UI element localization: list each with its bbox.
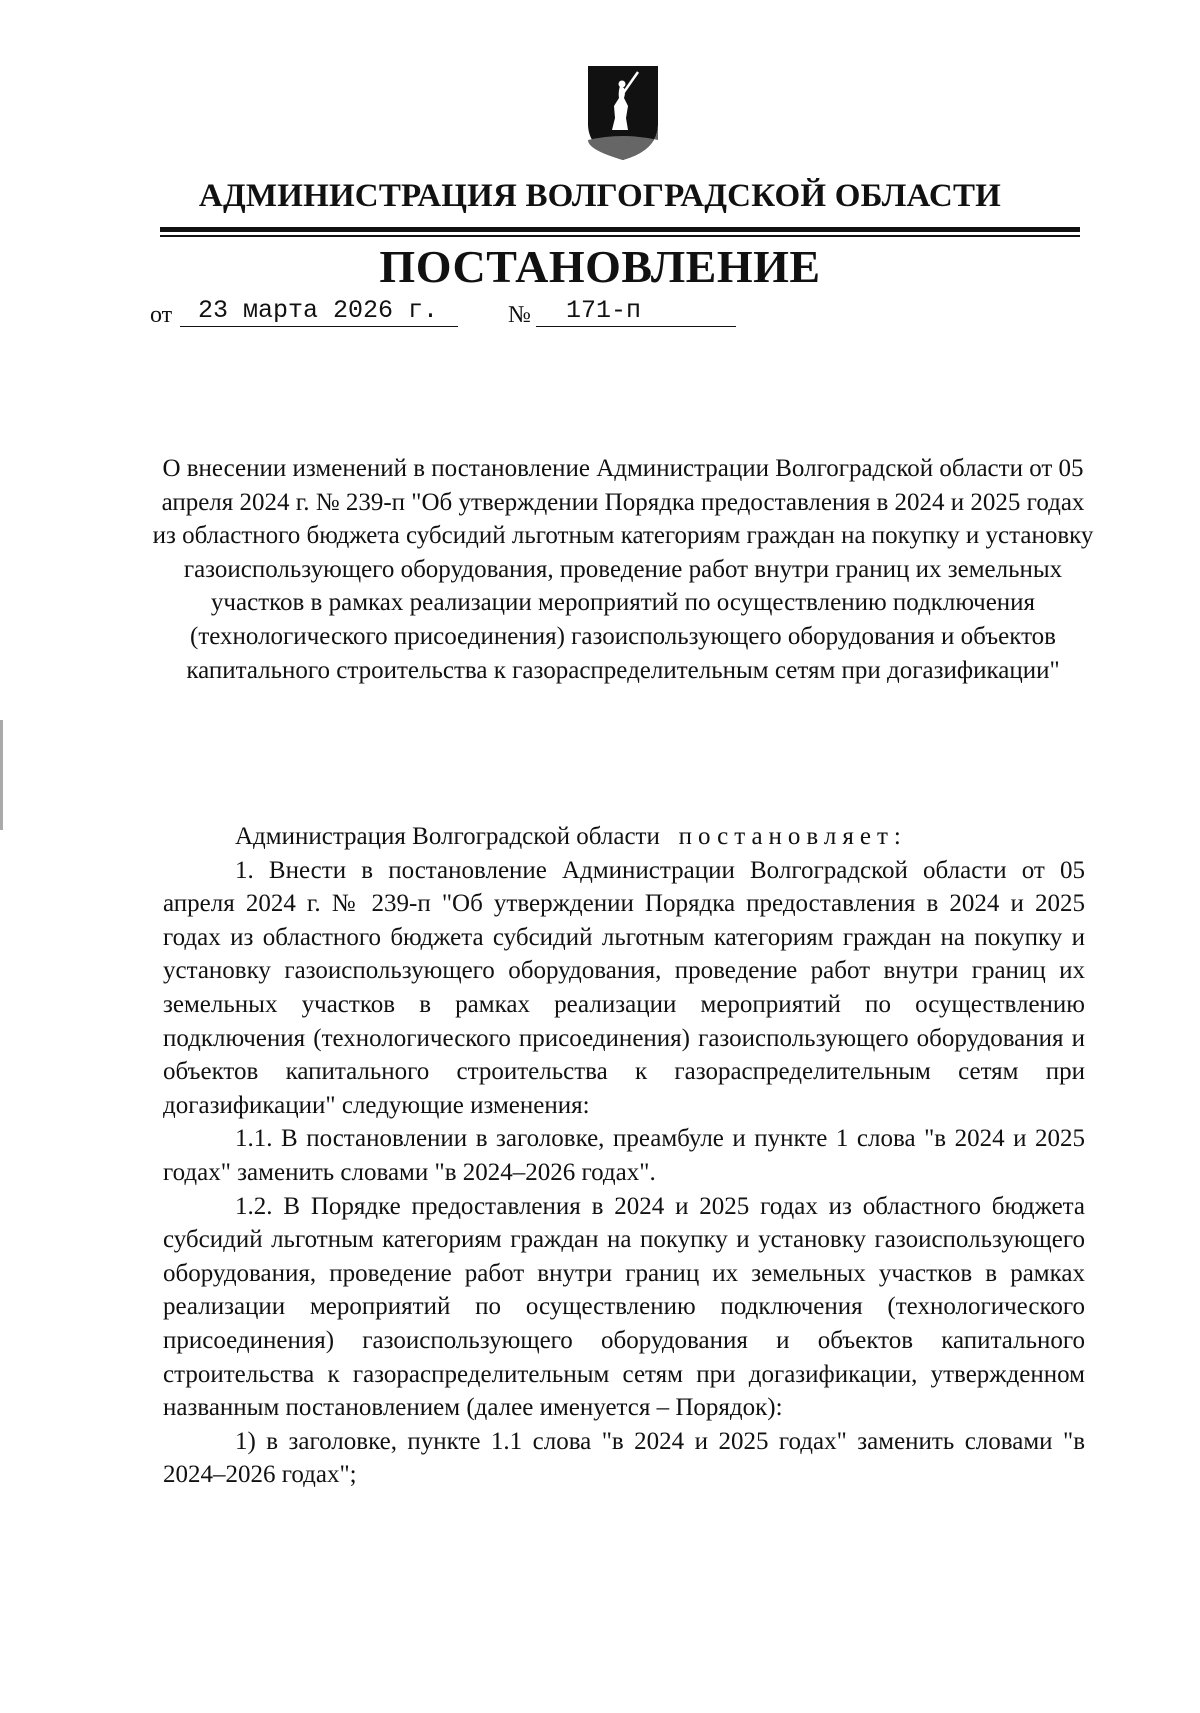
item-1-1: 1.1. В постановлении в заголовке, преамбуле и пункте 1 слова "в 2024 и 2025 годах" заменить словами "в 2024–2026 годах". (163, 1125, 1085, 1186)
number-label: № (508, 302, 531, 328)
date-number-line (0, 294, 1200, 334)
document-body (163, 820, 1085, 1492)
document-type: ПОСТАНОВЛЕНИЕ (379, 241, 821, 292)
preamble-lead: Администрация Волгоградской области (235, 823, 660, 850)
header-rule-thick (160, 227, 1080, 232)
preamble-verb: постановляет: (678, 823, 907, 850)
date-value: 23 марта 2026 г. (198, 296, 439, 325)
document-subject: О внесении изменений в постановление Администрации Волгоградской области от 05 апреля 2024 г. № 239-п "Об утверждении Порядка предоставления в 2024 и 2025 годах из областного бюджета субсидий льготным категориям граждан на покупку и установку газоиспользующего оборудования, проведение работ внутри границ их земельных участков в рамках реализации мероприятий по осуществлению подключения (технологического присоединения) газоиспользующего оборудования и объектов капитального строительства к газораспределительным сетям при догазификации" (152, 455, 1094, 684)
scan-edge-mark (0, 720, 3, 830)
organization-title: АДМИНИСТРАЦИЯ ВОЛГОГРАДСКОЙ ОБЛАСТИ (198, 178, 1002, 214)
number-field (536, 296, 736, 327)
header-rule-thin (160, 235, 1080, 237)
item-1: 1. Внести в постановление Администрации Волгоградской области от 05 апреля 2024 г. № 239-п "Об утверждении Порядка предоставления в 2024 и 2025 годах из областного бюджета субсидий льготным категориям граждан на покупку и установку газоиспользующего оборудования, проведение работ внутри границ их земельных участков в рамках реализации мероприятий по осуществлению подключения (технологического присоединения) газоиспользующего оборудования и объектов капитального строительства к газораспределительным сетям при догазификации" следующие изменения: (163, 856, 1085, 1119)
number-value: 171-п (566, 296, 642, 325)
date-label: от (150, 302, 173, 328)
volgograd-emblem-icon (584, 62, 662, 162)
item-1-2: 1.2. В Порядке предоставления в 2024 и 2025 годах из областного бюджета субсидий льготным категориям граждан на покупку и установку газоиспользующего оборудования, проведение работ внутри границ их земельных участков в рамках реализации мероприятий по осуществлению подключения (технологического присоединения) газоиспользующего оборудования и объектов капитального строительства к газораспределительным сетям при догазификации, утвержденном названным постановлением (далее именуется – Порядок): (163, 1192, 1085, 1422)
preamble (163, 820, 1085, 854)
date-field (180, 296, 458, 327)
item-1-2-1: 1) в заголовке, пункте 1.1 слова "в 2024 и 2025 годах" заменить словами "в 2024–2026 годах"; (163, 1427, 1085, 1489)
